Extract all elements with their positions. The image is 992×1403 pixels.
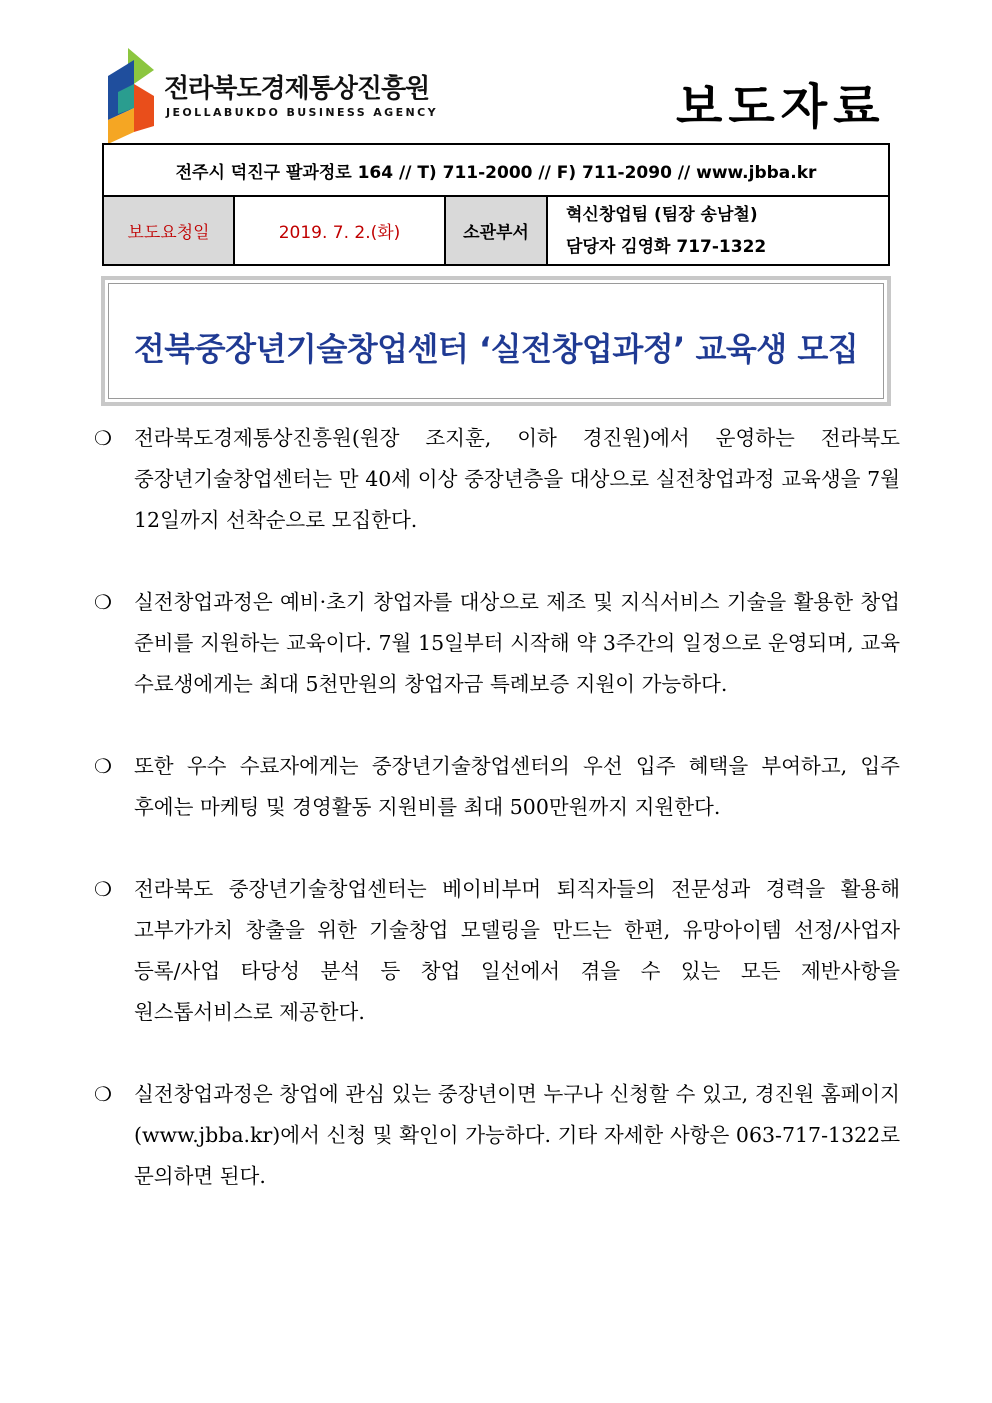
org-logo [108, 48, 438, 148]
paragraph [94, 1074, 900, 1197]
release-label: 보도요청일 [103, 196, 234, 265]
paragraph-text: 전라북도경제통상진흥원(원장 조지훈, 이하 경진원)에서 운영하는 전라북도 중장년기술창업센터는 만 40세 이상 중장년층을 대상으로 실전창업과정 교육생을 7월 12일까지 선착순으로 모집한다. [134, 426, 900, 532]
dept-line-2: 담당자 김영화 717-1322 [566, 236, 767, 257]
paragraph-text: 전라북도 중장년기술창업센터는 베이비부머 퇴직자들의 전문성과 경력을 활용해 고부가가치 창출을 위한 기술창업 모델링을 만드는 한편, 유망아이템 선정/사업자 등록/사업 타당성 분석 등 창업 일선에서 겪을 수 있는 모든 제반사항을 원스톱서비스로 제공한다. [134, 877, 900, 1024]
headline-box [101, 276, 891, 406]
paragraph-text: 실전창업과정은 예비·초기 창업자를 대상으로 제조 및 지식서비스 기술을 활용한 창업 준비를 지원하는 교육이다. 7월 15일부터 시작해 약 3주간의 일정으로 운영되며, 교육 수료생에게는 최대 5천만원의 창업자금 특례보증 지원이 가능하다. [134, 590, 900, 696]
circle-bullet-icon: ❍ [94, 426, 112, 450]
doc-type-title: 보도자료 [676, 79, 886, 135]
circle-bullet-icon: ❍ [94, 754, 112, 778]
paragraph [94, 746, 900, 828]
org-logo-icon [108, 48, 154, 144]
paragraph [94, 418, 900, 541]
org-name-kr: 전라북도경제통상진흥원 [164, 74, 430, 104]
dept-line-1: 혁신창업팀 (팀장 송남철) [566, 204, 758, 225]
dept-info [547, 196, 889, 265]
circle-bullet-icon: ❍ [94, 590, 112, 614]
paragraph-text: 실전창업과정은 창업에 관심 있는 중장년이면 누구나 신청할 수 있고, 경진원 홈페이지(www.jbba.kr)에서 신청 및 확인이 가능하다. 기타 자세한 사항은 063-717-1322로 문의하면 된다. [134, 1082, 900, 1188]
release-date: 2019. 7. 2.(화) [234, 196, 445, 265]
info-table [102, 143, 890, 266]
paragraph [94, 582, 900, 705]
contact-line: 전주시 덕진구 팔과정로 164 // T) 711-2000 // F) 711-2090 // www.jbba.kr [103, 144, 889, 196]
body-paragraphs [94, 418, 900, 1197]
dept-label: 소관부서 [445, 196, 547, 265]
paragraph [94, 869, 900, 1033]
org-name-en: JEOLLABUKDO BUSINESS AGENCY [166, 106, 438, 119]
paragraph-text: 또한 우수 수료자에게는 중장년기술창업센터의 우선 입주 혜택을 부여하고, 입주 후에는 마케팅 및 경영활동 지원비를 최대 500만원까지 지원한다. [134, 754, 900, 819]
headline: 전북중장년기술창업센터 ‘실전창업과정’ 교육생 모집 [133, 330, 859, 368]
circle-bullet-icon: ❍ [94, 1082, 112, 1106]
circle-bullet-icon: ❍ [94, 877, 112, 901]
